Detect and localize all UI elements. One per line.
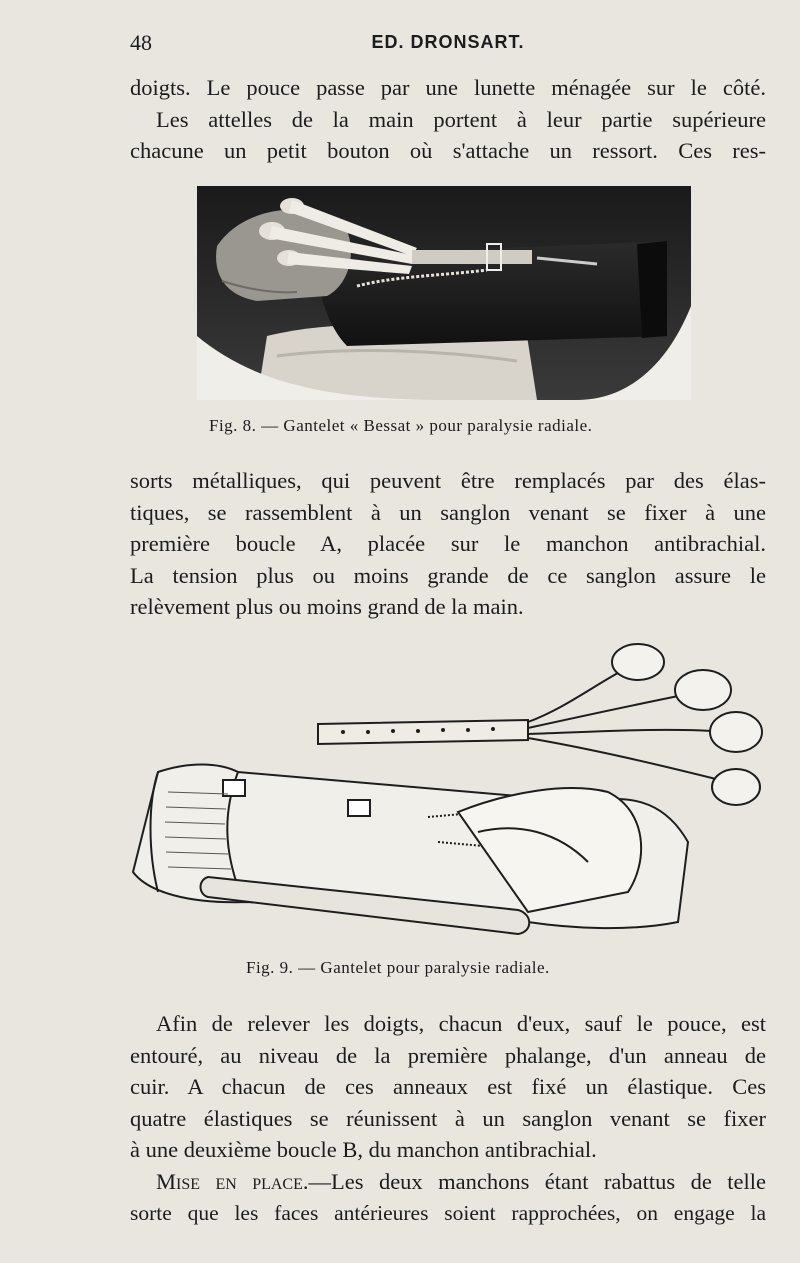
running-title: ED. DRONSART. [371,32,525,52]
figure-8-photo [197,186,691,400]
paragraph-4 [130,1166,766,1229]
section-lead: Mise en place. [156,1169,309,1194]
text-line: première boucle A, placée sur le manchon antibrachial. [130,531,766,556]
text-line: cuir. A chacun de ces anneaux est fixé un élastique. Ces [130,1074,766,1099]
text-fragment: —Les deux manchons étant rabattus de telle [308,1169,766,1194]
text-line: La tension plus ou moins grande de ce sanglon assure le [130,562,766,588]
text-line: sorts métalliques, qui peuvent être remplacés par des élas- [130,468,766,493]
gauntlet-photo-illustration [197,186,691,400]
text-line: Afin de relever les doigts, chacun d'eux, sauf le pouce, est [156,1011,766,1036]
text-line: tiques, se rassemblent à un sanglon venant se fixer à une [130,499,766,525]
text-line: chacune un petit bouton où s'attache un ressort. Ces res- [130,138,766,163]
paragraph-3 [130,1008,766,1166]
text-line: à une deuxième boucle B, du manchon antibrachial. [130,1137,597,1162]
gauntlet-line-drawing [128,632,768,950]
figure-9-caption: Fig. 9. — Gantelet pour paralysie radiale. [246,958,550,977]
figure-8-caption: Fig. 8. — Gantelet « Bessat » pour paralysie radiale. [209,416,593,435]
text-line [130,1166,766,1198]
text-line: entouré, au niveau de la première phalange, d'un anneau de [130,1042,766,1068]
text-line: relèvement plus ou moins grand de la main. [130,594,524,619]
figure-9-drawing [128,632,768,950]
text-line: quatre élastiques se réunissent à un sanglon venant se fixer [130,1105,766,1131]
page-number: 48 [130,30,152,55]
paragraph-1 [130,72,766,167]
paragraph-2 [130,465,766,623]
text-line: sorte que les faces antérieures soient rapprochées, on engage la [130,1200,766,1225]
page-header [130,30,766,60]
text-line: doigts. Le pouce passe par une lunette ménagée sur le côté. [130,75,766,100]
text-line: Les attelles de la main portent à leur partie supérieure [156,106,766,132]
